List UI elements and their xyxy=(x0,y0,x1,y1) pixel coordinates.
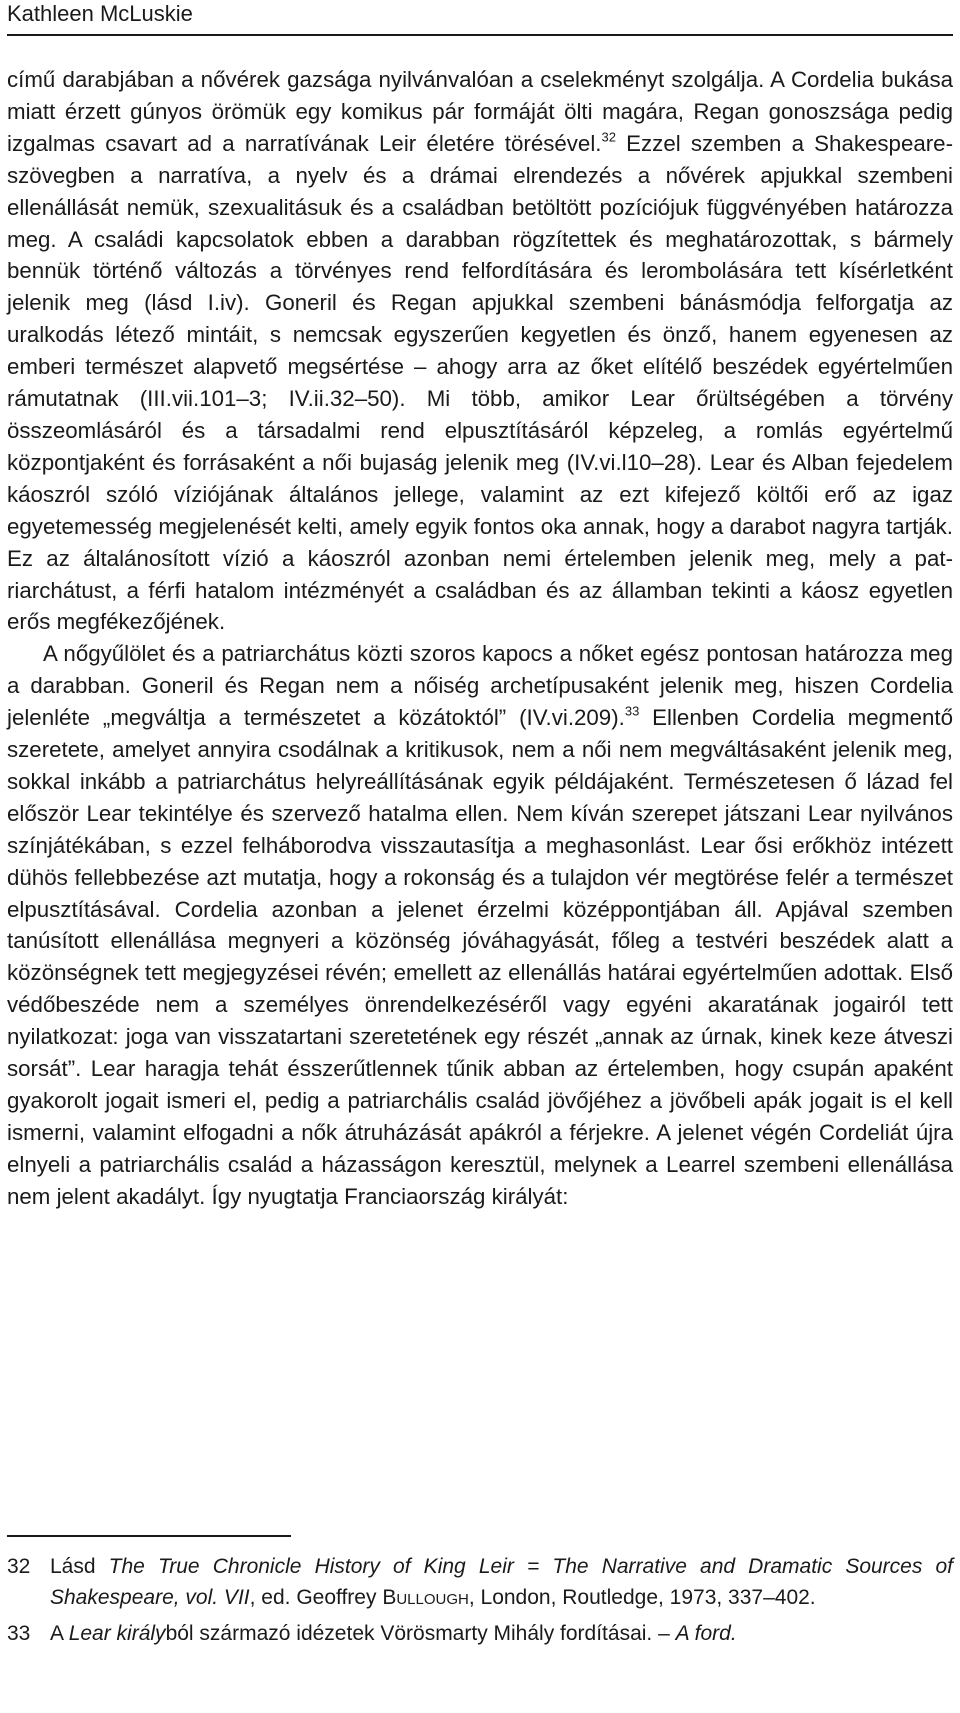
footnotes xyxy=(7,1552,953,1656)
footnote xyxy=(7,1619,953,1650)
footnote-ref[interactable]: 33 xyxy=(624,703,640,719)
paragraph-text: Ezzel szemben a Shakespeare-szövegben a narratíva, a nyelv és a drámai elrendezés a nővérek apjukkal szembeni ellenállását nemük, szexualitásuk és a családban betöltött pozíciójuk függvényében határozza meg. A családi kapcsolatok ebben a darabban rögzítettek és meghatározottak, s bármely bennük történő változás a törvényes rend felfordítására és lerombolására tett kísérletként jelenik meg (lásd I.iv). Goneril és Regan apjukkal szembeni bánásmódja felforgatja az uralkodás létező mintáit, s nemcsak egyszerűen kegyetlen és önző, hanem egyenesen az emberi természet alapvető megsértése – ahogy arra az őket elítélő beszédek egyértelműen rámutatnak (III.vii.101–3; IV.ii.32–50). Mi több, amikor Lear őrültségében a törvény összeomlásáról és a társadalmi rend elpusztításáról képzeleg, a romlás egyértelmű központjaként és forrásaként a női bujaság jelenik meg (IV.vi.l10–28). Lear és Alban fejedelem káoszról szóló víziójának általános jellege, valamint az ezt kifejező költői erő az igaz egyetemesség megjelenését kelti, amely egyik fontos oka annak, hogy a darabot nagyra tartják. Ez az általánosított vízió a káoszról azonban nemi értelemben jelenik meg, mely a patriarchátust, a férfi hatalom intézményét a családban és az államban tekinti a káosz egyetlen erős megfékezőjének. xyxy=(7,130,954,635)
footnote-text: Lásd xyxy=(50,1555,109,1578)
paragraph-text: Ellenben Cordelia megmentő szeretete, amelyet annyira csodálnak a kritikusok, nem a női nem megváltásaként jelenik meg, sokkal inkább a patriarchátus helyreállításának egyik példájaként. Természetesen ő lázad fel először Lear tekintélye és szervező hatalma ellen. Nem kíván szerepet játszani Lear nyilvános színjátékában, s ezzel felháborodva visszautasítja a meghasonlást. Lear ősi erőkhöz intézett dühös fellebbezése azt mutatja, hogy a rokonság és a tulajdon vér megtörése felér a természet elpusztításával. Cordelia azonban a jelenet érzelmi középpontjában áll. Apjával szemben tanúsított ellenállása megnyeri a közönség jóváhagyását, főleg a testvéri beszédek alatt a közönségnek tett megjegyzései révén; emellett az ellenállás határai egyértelműen adottak. Első védőbeszéde nem a személyes önrendelkezéséről vagy egyéni akaratának jogairól tett nyilatkozat: joga van visszatartani szeretetének egy részét „annak az úrnak, kinek keze átveszi sorsát”. Lear haragja tehát ésszerűtlennek tűnik abban az értelemben, hogy csupán apaként gyakorolt jogait ismeri el, pedig a patriarchális család jövőjéhez a jövőbeli apák jogait is el kell ismerni, valamint elfogadni a nők átruházását apákról a férjekre. A jelenet végén Cordeliát újra elnyeli a patriarchális család a házasságon keresztül, melynek a Learrel szembeni ellenállása nem jelent akadályt. Így nyugtatja Franciaország királyát: xyxy=(7,705,954,1209)
footnote-text: ból származó idézetek Vörösmarty Mihály fordításai. – xyxy=(165,1622,676,1645)
paragraph-text: című darabjában a nővérek gazsága nyilvánvalóan a cselekményt szolgálja. A Cordelia bukása miatt érzett gúnyos örömük egy komikus pár formáját ölti magára, Regan gonoszsága pedig izgalmas csavart ad a narratívának Leir életére törésével. xyxy=(7,67,953,156)
paragraph xyxy=(7,64,953,638)
paragraph-text: A nőgyűlölet és a patriarchátus közti szoros kapocs a nőket egész pontosan határozza meg a darabban. Goneril és Regan nem a nőiség archetípusaként jelenik meg, hiszen Cordelia jelenléte „megváltja a természetet a közátoktól” (IV.vi.209). xyxy=(7,641,953,731)
paragraph xyxy=(7,638,953,1212)
footnote-separator xyxy=(7,1535,291,1537)
footnote-text: A xyxy=(50,1622,69,1645)
author-name: Kathleen McLuskie xyxy=(7,1,193,26)
footnote-number: 32 xyxy=(7,1555,31,1578)
footnote-text: , London, Routledge, 1973, 337–402. xyxy=(468,1585,816,1609)
footnote-author: Bullough xyxy=(382,1585,469,1609)
footnote-title: The True Chronicle History of King Leir = The Narrative and Dramatic Sources of Shakespeare, vol. VII xyxy=(50,1555,954,1609)
footnote-number: 33 xyxy=(7,1622,31,1645)
footnote-note: A ford. xyxy=(675,1622,737,1645)
footnote-text: , ed. Geoffrey xyxy=(249,1585,383,1609)
running-head xyxy=(7,0,953,36)
body-text xyxy=(7,64,953,1213)
footnote xyxy=(7,1552,953,1613)
footnote-title: Lear király xyxy=(68,1622,166,1645)
footnote-ref[interactable]: 32 xyxy=(601,129,616,145)
